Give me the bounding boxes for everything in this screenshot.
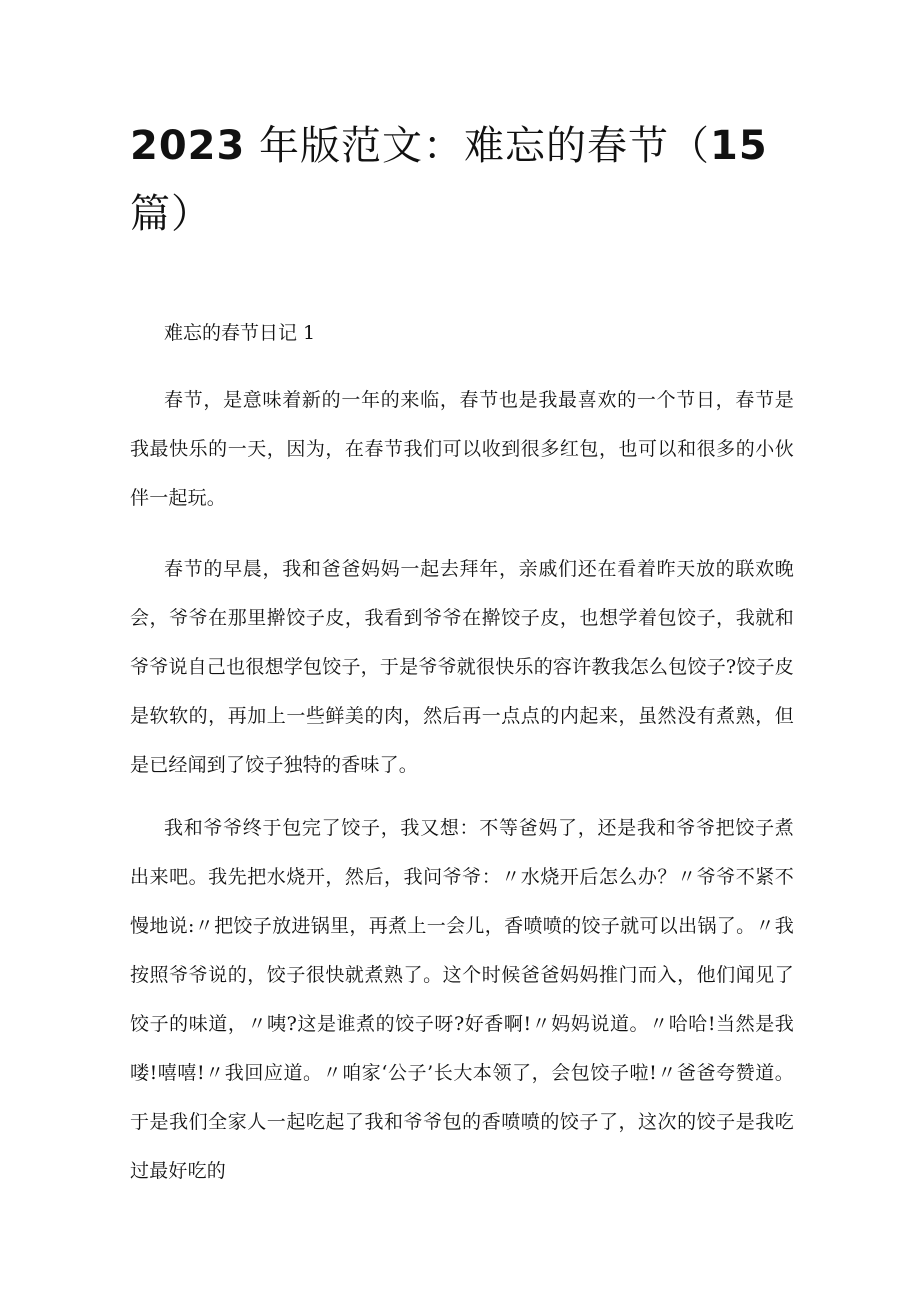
title-count: 15 [710,123,768,169]
section-heading: 难忘的春节日记 1 [164,322,316,344]
title-suffix: 篇） [130,191,212,237]
title-year: 2023 [130,123,246,169]
paragraph-2: 春节的早晨，我和爸爸妈妈一起去拜年，亲戚们还在看着昨天放的联欢晚会，爷爷在那里擀饺子皮，我看到爷爷在擀饺子皮，也想学着包饺子，我就和爷爷说自己也很想学包饺子，于是爷爷就很快乐的容许教我怎么包饺子?饺子皮是软软的，再加上一些鲜美的肉，然后再一点点的内起来，虽然没有煮熟，但是已经闻到了饺子独特的香味了。 [130,558,794,776]
document-title [130,112,790,248]
title-text: 年版范文：难忘的春节（ [245,123,711,169]
paragraph-3: 我和爷爷终于包完了饺子，我又想：不等爸妈了，还是我和爷爷把饺子煮出来吧。我先把水烧开，然后，我问爷爷：〃水烧开后怎么办？〃爷爷不紧不慢地说:〃把饺子放进锅里，再煮上一会儿，香喷喷的饺子就可以出锅了。〃我按照爷爷说的，饺子很快就煮熟了。这个时候爸爸妈妈推门而入，他们闻见了饺子的味道，〃咦?这是谁煮的饺子呀?好香啊!〃妈妈说道。〃哈哈!当然是我喽!嘻嘻!〃我回应道。〃咱家‘公子’长大本领了，会包饺子啦!〃爸爸夸赞道。于是我们全家人一起吃起了我和爷爷包的香喷喷的饺子了，这次的饺子是我吃过最好吃的 [130,817,794,1182]
paragraph-1: 春节，是意味着新的一年的来临，春节也是我最喜欢的一个节日，春节是我最快乐的一天，因为，在春节我们可以收到很多红包，也可以和很多的小伙伴一起玩。 [130,389,794,509]
